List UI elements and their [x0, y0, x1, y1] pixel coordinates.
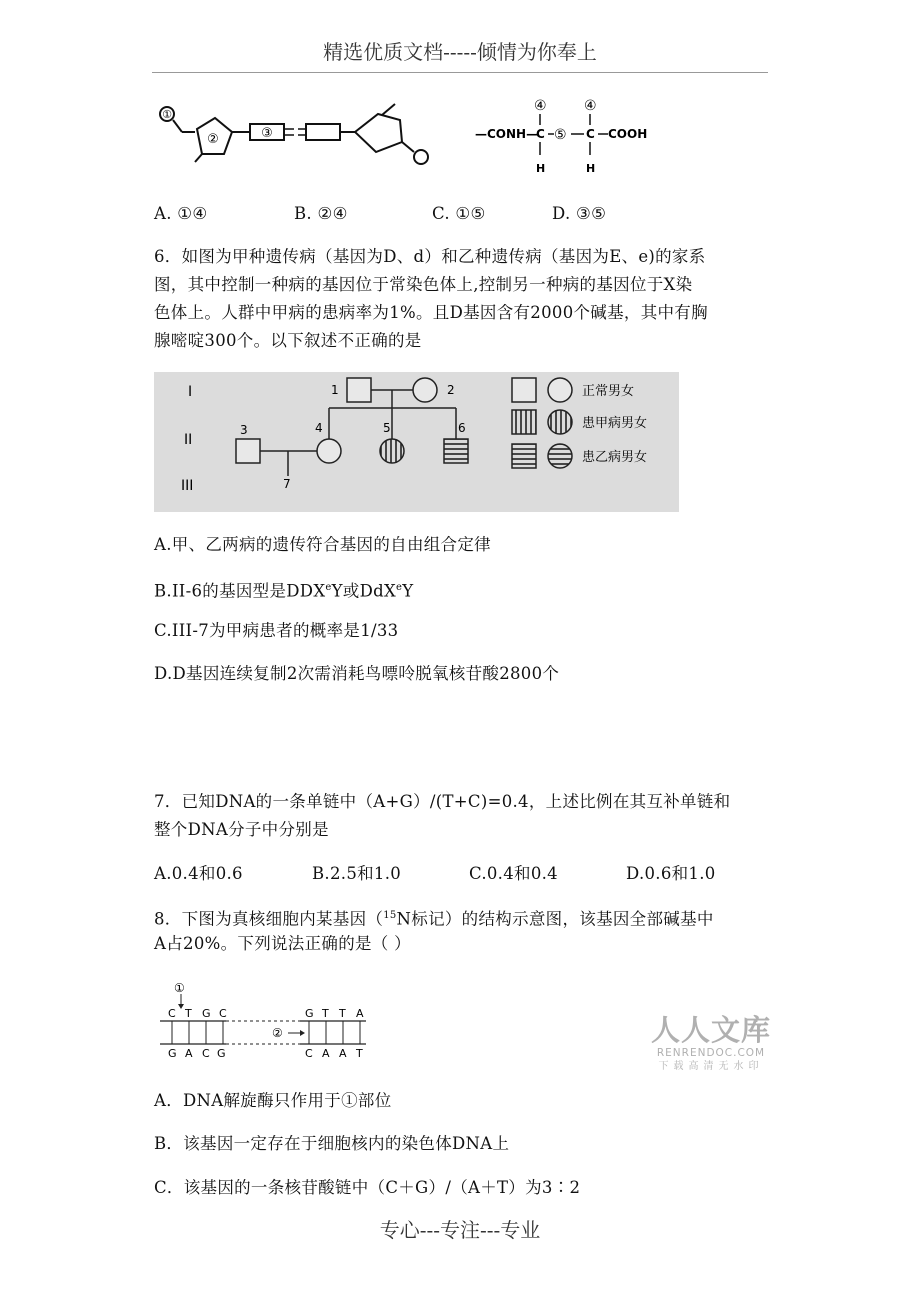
- bottom-base-l1: G: [168, 1047, 177, 1060]
- top-base-r2: T: [322, 1007, 329, 1020]
- bottom-base-l2: A: [185, 1047, 193, 1060]
- q8-option-b: B．该基因一定存在于细胞核内的染色体DNA上: [154, 1134, 510, 1153]
- bottom-base-r1: C: [305, 1047, 313, 1060]
- q7-option-a: A.0.4和0.6: [154, 864, 243, 883]
- member-7: 7: [283, 477, 291, 491]
- top-base-r4: A: [356, 1007, 364, 1020]
- mark-1: ①: [162, 108, 172, 121]
- bottom-base-r2: A: [322, 1047, 330, 1060]
- member-1: 1: [331, 383, 339, 397]
- mark-5: ⑤: [554, 127, 567, 143]
- legend-normal-female: [548, 378, 572, 402]
- top-base-l1: C: [168, 1007, 176, 1020]
- gen-ii: II: [184, 432, 193, 448]
- male-1: [347, 378, 371, 402]
- member-3: 3: [240, 423, 248, 437]
- bottom-base-r3: A: [339, 1047, 347, 1060]
- q8-option-c: C．该基因的一条核苷酸链中（C＋G）/（A＋T）为3∶2: [154, 1178, 581, 1197]
- watermark-title: 人人文库: [650, 1013, 771, 1047]
- dna-mark-2: ②: [272, 1026, 283, 1040]
- q8-line-1: 8．下图为真核细胞内某基因（$^{15}$N标记）的结构示意图，该基因全部碱基中: [154, 909, 714, 929]
- bottom-base-r4: T: [356, 1047, 363, 1060]
- chain-cooh: COOH: [608, 127, 648, 141]
- pedigree-figure: [154, 372, 679, 512]
- top-base-l3: G: [202, 1007, 211, 1020]
- top-base-r1: G: [305, 1007, 314, 1020]
- gen-i: I: [188, 384, 193, 400]
- male-3: [236, 439, 260, 463]
- q6-line-2: 图，其中控制一种病的基因位于常染色体上,控制另一种病的基因位于X染: [154, 275, 693, 294]
- pentose-ring-right: [355, 114, 402, 152]
- watermark-slogan: 下载高清无水印: [658, 1061, 764, 1072]
- header-rule: [152, 72, 768, 73]
- chain-h2: H: [586, 162, 596, 175]
- mark-3: ③: [261, 126, 273, 141]
- q8-option-a: A．DNA解旋酶只作用于①部位: [154, 1091, 392, 1110]
- mark-4a: ④: [534, 98, 547, 114]
- legend-normal-label: 正常男女: [582, 384, 635, 399]
- chain-c1: C: [536, 127, 545, 141]
- q7-option-c: C.0.4和0.4: [469, 864, 558, 883]
- female-4: [317, 439, 341, 463]
- female-5-disease-a: [380, 439, 404, 463]
- q6-line-3: 色体上。人群中甲病的患病率为1%。且D基因含有2000个碱基，其中有胸: [154, 303, 708, 322]
- q8-line-2: A占20%。下列说法正确的是（ ）: [154, 934, 411, 953]
- legend-normal-male: [512, 378, 536, 402]
- chain-conh: —CONH—: [475, 127, 539, 141]
- top-base-l2: T: [185, 1007, 192, 1020]
- page-header: 精选优质文档-----倾情为你奉上: [323, 40, 597, 64]
- male-6-disease-b: [444, 439, 468, 463]
- member-4: 4: [315, 421, 323, 435]
- chain-h1: H: [536, 162, 546, 175]
- base-box-right: [306, 124, 340, 140]
- chain-c2: C: [586, 127, 595, 141]
- q7-option-d: D.0.6和1.0: [626, 864, 716, 883]
- q6-option-a: A.甲、乙两病的遗传符合基因的自由组合定律: [154, 535, 491, 554]
- phosphate-circle-right: [414, 150, 428, 164]
- bottom-base-l3: C: [202, 1047, 210, 1060]
- q6-line-1: 6．如图为甲种遗传病（基因为D、d）和乙种遗传病（基因为E、e)的家系: [154, 247, 706, 266]
- legend-a-female: [548, 410, 572, 434]
- watermark: [646, 1014, 776, 1074]
- q6-option-c: C.III-7为甲病患者的概率是1/33: [154, 621, 399, 640]
- watermark-url: RENRENDOC.COM: [656, 1047, 766, 1059]
- q7-option-b: B.2.5和1.0: [312, 864, 402, 883]
- q5-option-a: A. ①④: [154, 204, 208, 223]
- legend-a-male: [512, 410, 536, 434]
- member-2: 2: [447, 383, 455, 397]
- q6-option-d: D.D基因连续复制2次需消耗鸟嘌呤脱氧核苷酸2800个: [154, 664, 560, 683]
- gen-iii: III: [181, 478, 194, 494]
- q6-line-4: 腺嘧啶300个。以下叙述不正确的是: [154, 331, 422, 350]
- q7-line-2: 整个DNA分子中分别是: [154, 820, 329, 839]
- dna-figure: [154, 976, 374, 1060]
- legend-b-female: [548, 444, 572, 468]
- female-2: [413, 378, 437, 402]
- legend-b-male: [512, 444, 536, 468]
- mark-2: ②: [207, 132, 219, 147]
- q5-option-b: B. ②④: [294, 204, 348, 223]
- q5-option-c: C. ①⑤: [432, 204, 486, 223]
- page-footer: 专心---专注---专业: [379, 1218, 541, 1242]
- member-6: 6: [458, 421, 466, 435]
- dna-mark-1: ①: [174, 981, 185, 995]
- q5-option-d: D. ③⑤: [552, 204, 607, 223]
- q5-figure: [150, 92, 650, 182]
- bottom-base-l4: G: [217, 1047, 226, 1060]
- mark-4b: ④: [584, 98, 597, 114]
- q7-line-1: 7．已知DNA的一条单链中（A+G）/(T+C)=0.4，上述比例在其互补单链和: [154, 792, 731, 811]
- legend-a-label: 患甲病男女: [582, 416, 648, 431]
- top-base-r3: T: [339, 1007, 346, 1020]
- legend-b-label: 患乙病男女: [582, 450, 648, 465]
- q6-option-b: B.II-6的基因型是DDXeY或DdX$^e$Y: [154, 581, 414, 601]
- member-5: 5: [383, 421, 391, 435]
- top-base-l4: C: [219, 1007, 227, 1020]
